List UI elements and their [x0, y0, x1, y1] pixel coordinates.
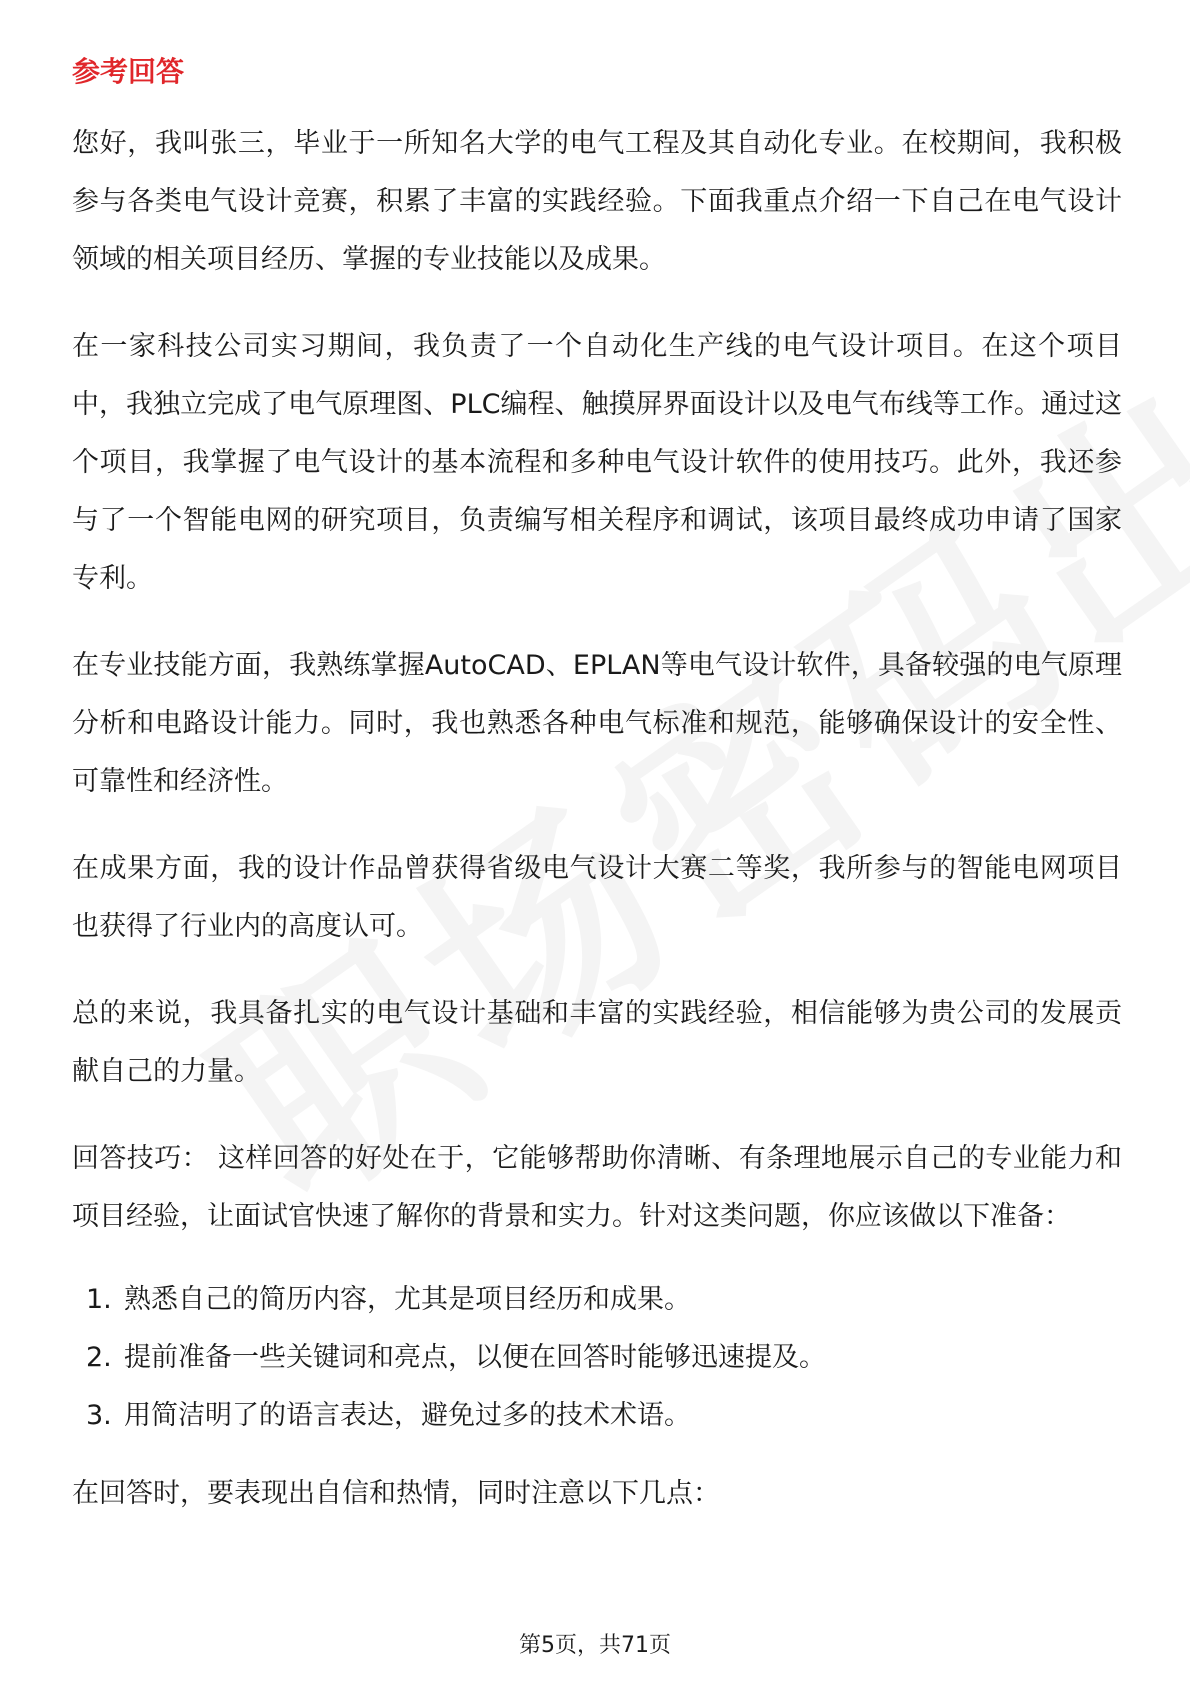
page-number-footer: 第5页，共71页	[519, 1633, 671, 1658]
list-item-number: 1.	[86, 1284, 112, 1315]
list-item	[72, 1329, 1122, 1387]
page-content	[72, 48, 1122, 1552]
paragraph-internship: 在一家科技公司实习期间，我负责了一个自动化生产线的电气设计项目。在这个项目中，我独立完成了电气原理图、PLC编程、触摸屏界面设计以及电气布线等工作。通过这个项目，我掌握了电气设计的基本流程和多种电气设计软件的使用技巧。此外，我还参与了一个智能电网的研究项目，负责编写相关程序和调试，该项目最终成功申请了国家专利。	[72, 331, 1122, 594]
section-heading: 参考回答	[72, 55, 185, 88]
list-item-number: 2.	[86, 1342, 112, 1373]
list-item-text: 熟悉自己的简历内容，尤其是项目经历和成果。	[124, 1284, 691, 1315]
paragraph-intro: 您好，我叫张三，毕业于一所知名大学的电气工程及其自动化专业。在校期间，我积极参与各类电气设计竞赛，积累了丰富的实践经验。下面我重点介绍一下自己在电气设计领域的相关项目经历、掌握的专业技能以及成果。	[72, 128, 1122, 275]
list-item-text: 用简洁明了的语言表达，避免过多的技术术语。	[124, 1400, 691, 1431]
list-item-number: 3.	[86, 1400, 112, 1431]
paragraph-achievements: 在成果方面，我的设计作品曾获得省级电气设计大赛二等奖，我所参与的智能电网项目也获得了行业内的高度认可。	[72, 853, 1122, 942]
list-item	[72, 1387, 1122, 1445]
list-item	[72, 1271, 1122, 1329]
paragraph-summary: 总的来说，我具备扎实的电气设计基础和丰富的实践经验，相信能够为贵公司的发展贡献自己的力量。	[72, 998, 1122, 1087]
tips-list	[72, 1271, 1122, 1445]
paragraph-tips: 回答技巧： 这样回答的好处在于，它能够帮助你清晰、有条理地展示自己的专业能力和项目经验，让面试官快速了解你的背景和实力。针对这类问题，你应该做以下准备：	[72, 1143, 1122, 1232]
paragraph-closing: 在回答时，要表现出自信和热情，同时注意以下几点：	[72, 1478, 720, 1509]
list-item-text: 提前准备一些关键词和亮点，以便在回答时能够迅速提及。	[124, 1342, 826, 1373]
paragraph-skills: 在专业技能方面，我熟练掌握AutoCAD、EPLAN等电气设计软件，具备较强的电气原理分析和电路设计能力。同时，我也熟悉各种电气标准和规范，能够确保设计的安全性、可靠性和经济性。	[72, 650, 1122, 797]
